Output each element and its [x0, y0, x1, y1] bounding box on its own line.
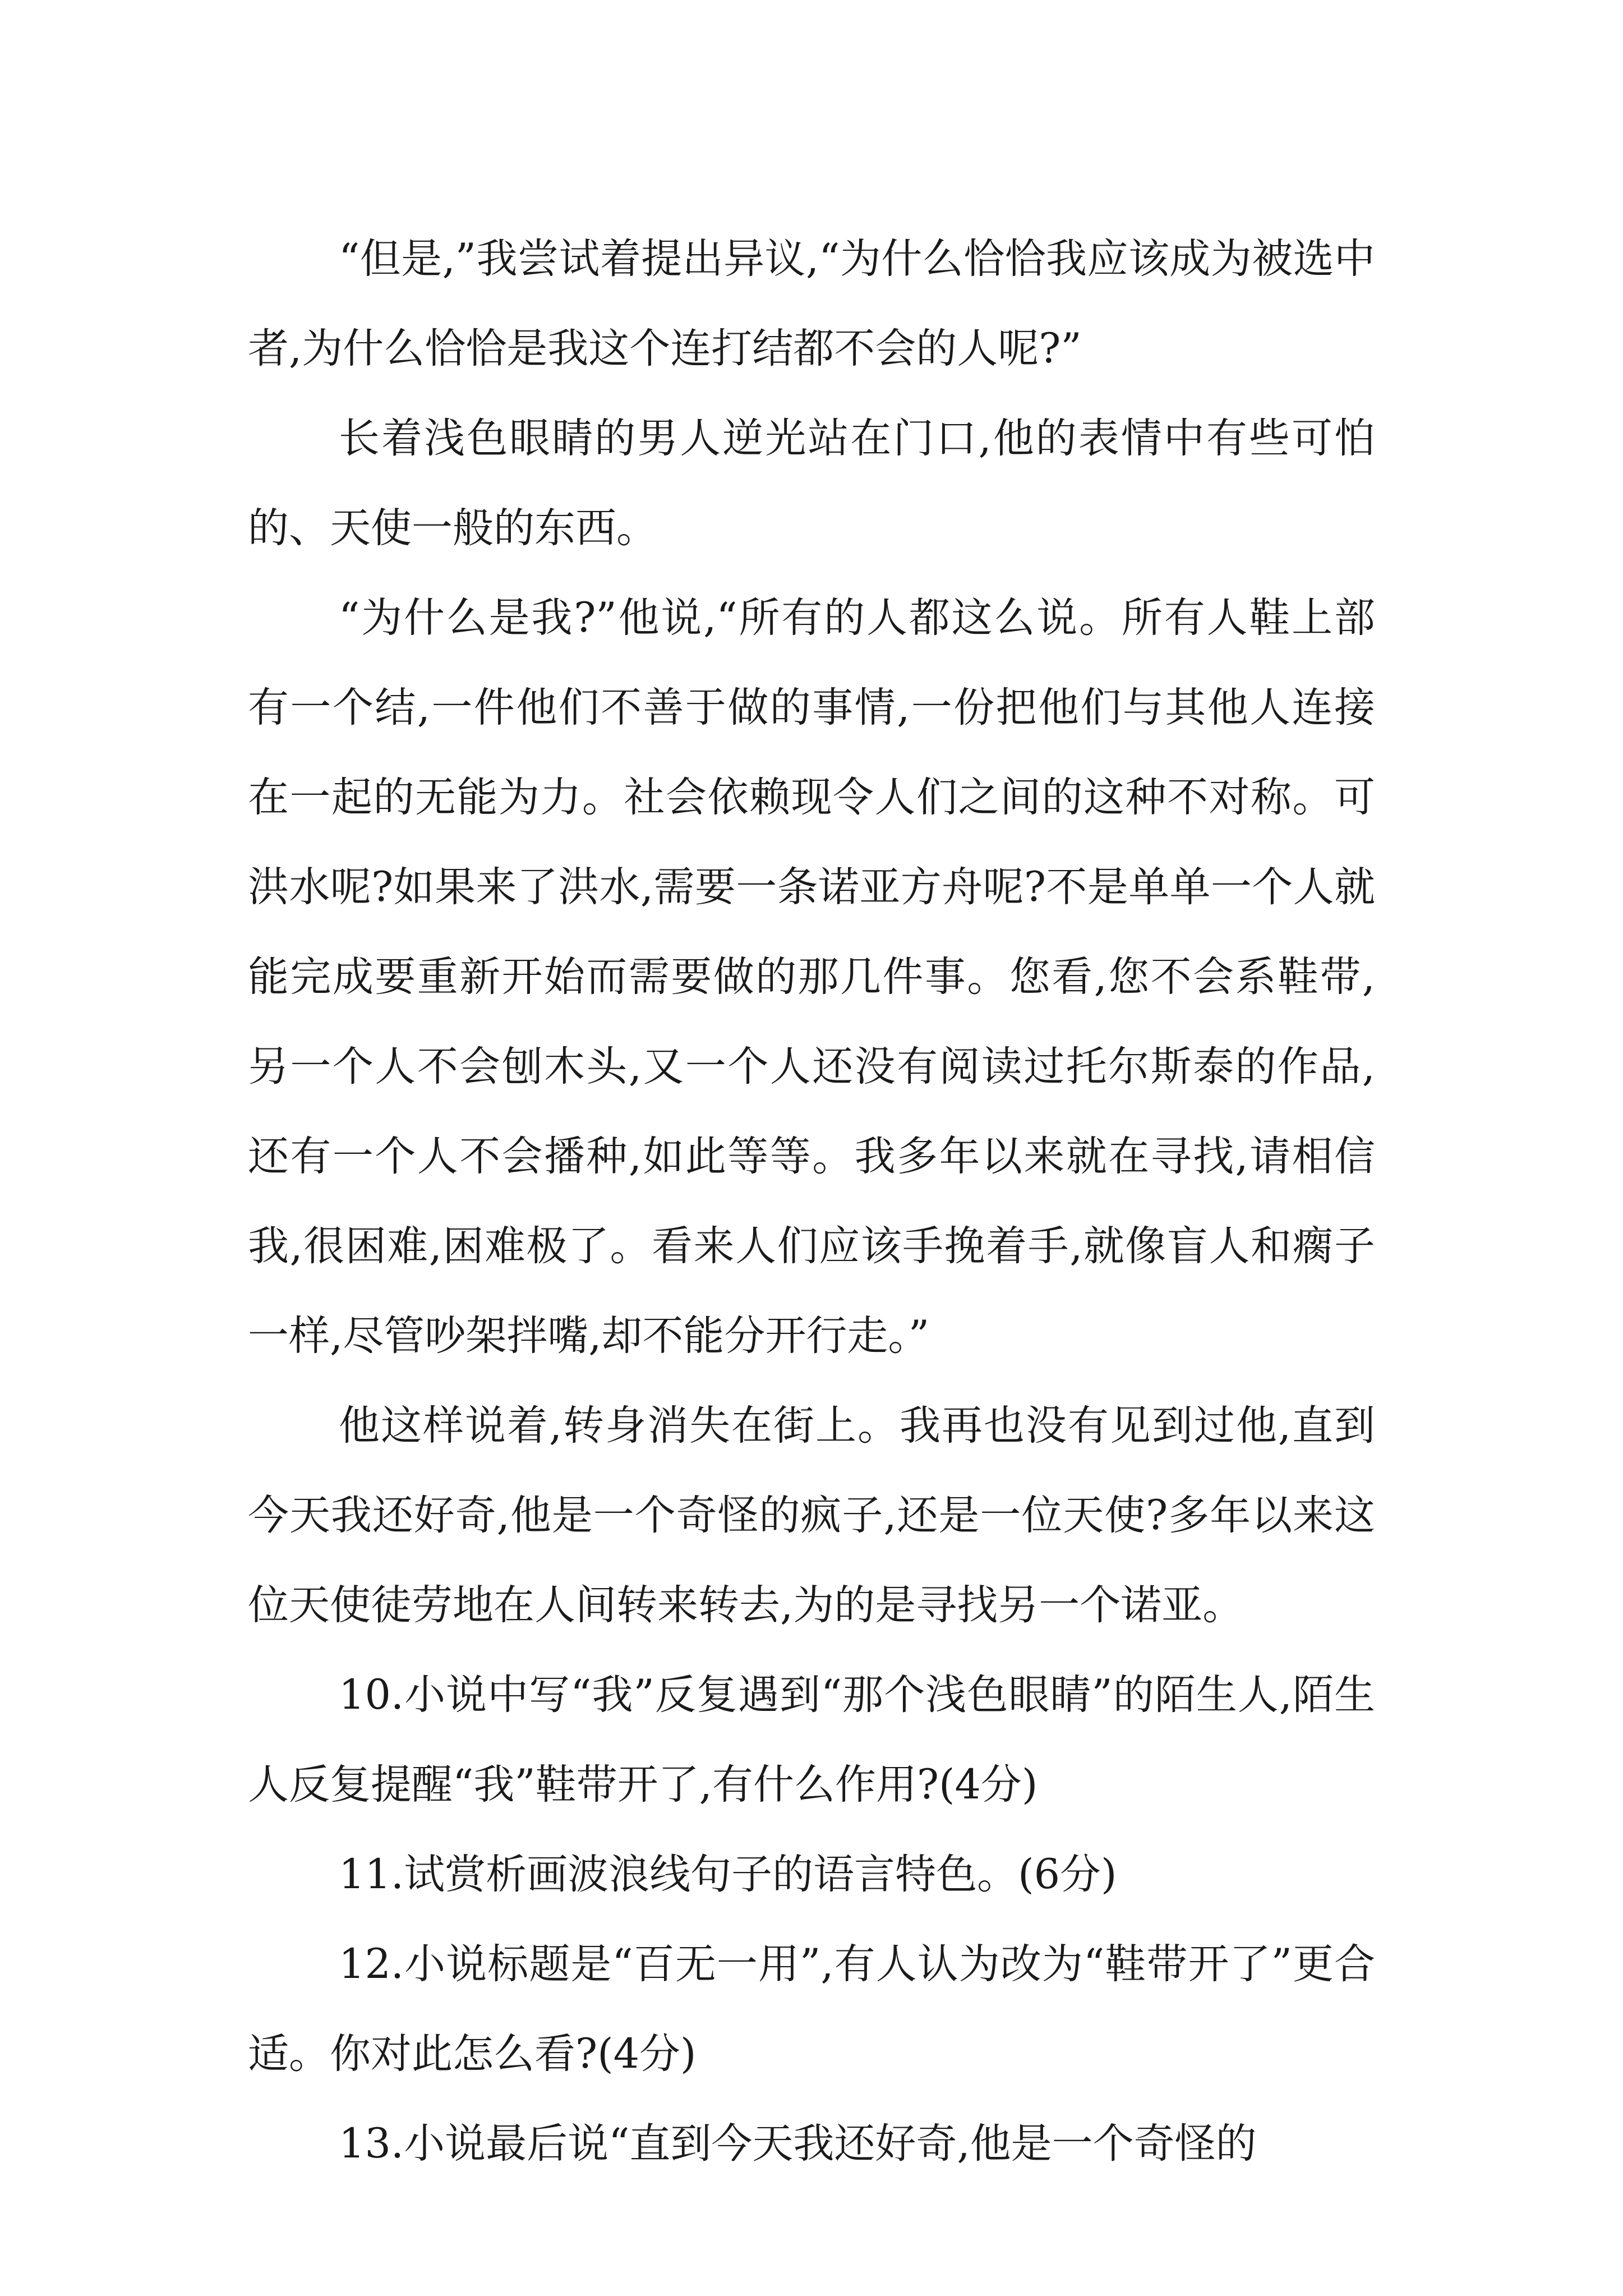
paragraph-stranger-speech: “为什么是我?”他说,“所有的人都这么说。所有人鞋上部有一个结,一件他们不善于做的事情,一份把他们与其他人连接在一起的无能为力。社会依赖现令人们之间的这种不对称。可洪水呢?如果来了洪水,需要一条诺亚方舟呢?不是单单一个人就能完成要重新开始而需要做的那几件事。您看,您不会系鞋带,另一个人不会刨木头,又一个人还没有阅读过托尔斯泰的作品,还有一个人不会播种,如此等等。我多年以来就在寻找,请相信我,很困难,困难极了。看来人们应该手挽着手,就像盲人和瘸子一样,尽管吵架拌嘴,却不能分开行走。” [248, 594, 1375, 1360]
question-10: 10.小说中写“我”反复遇到“那个浅色眼睛”的陌生人,陌生人反复提醒“我”鞋带开了,有什么作用?(4分) [248, 1671, 1375, 1809]
paragraph-ending: 他这样说着,转身消失在街上。我再也没有见到过他,直到今天我还好奇,他是一个奇怪的疯子,还是一位天使?多年以来这位天使徒劳地在人间转来转去,为的是寻找另一个诺亚。 [248, 1402, 1375, 1629]
document-body [248, 214, 1375, 2189]
question-12: 12.小说标题是“百无一用”,有人认为改为“鞋带开了”更合适。你对此怎么看?(4分) [248, 1940, 1375, 2078]
paragraph-stranger-description: 长着浅色眼睛的男人逆光站在门口,他的表情中有些可怕的、天使一般的东西。 [248, 415, 1375, 552]
paragraph-objection: “但是,”我尝试着提出异议,“为什么恰恰我应该成为被选中者,为什么恰恰是我这个连打结都不会的人呢?” [248, 235, 1375, 372]
question-11: 11.试赏析画波浪线句子的语言特色。(6分) [339, 1851, 1117, 1898]
question-13: 13.小说最后说“直到今天我还好奇,他是一个奇怪的 [339, 2120, 1257, 2168]
